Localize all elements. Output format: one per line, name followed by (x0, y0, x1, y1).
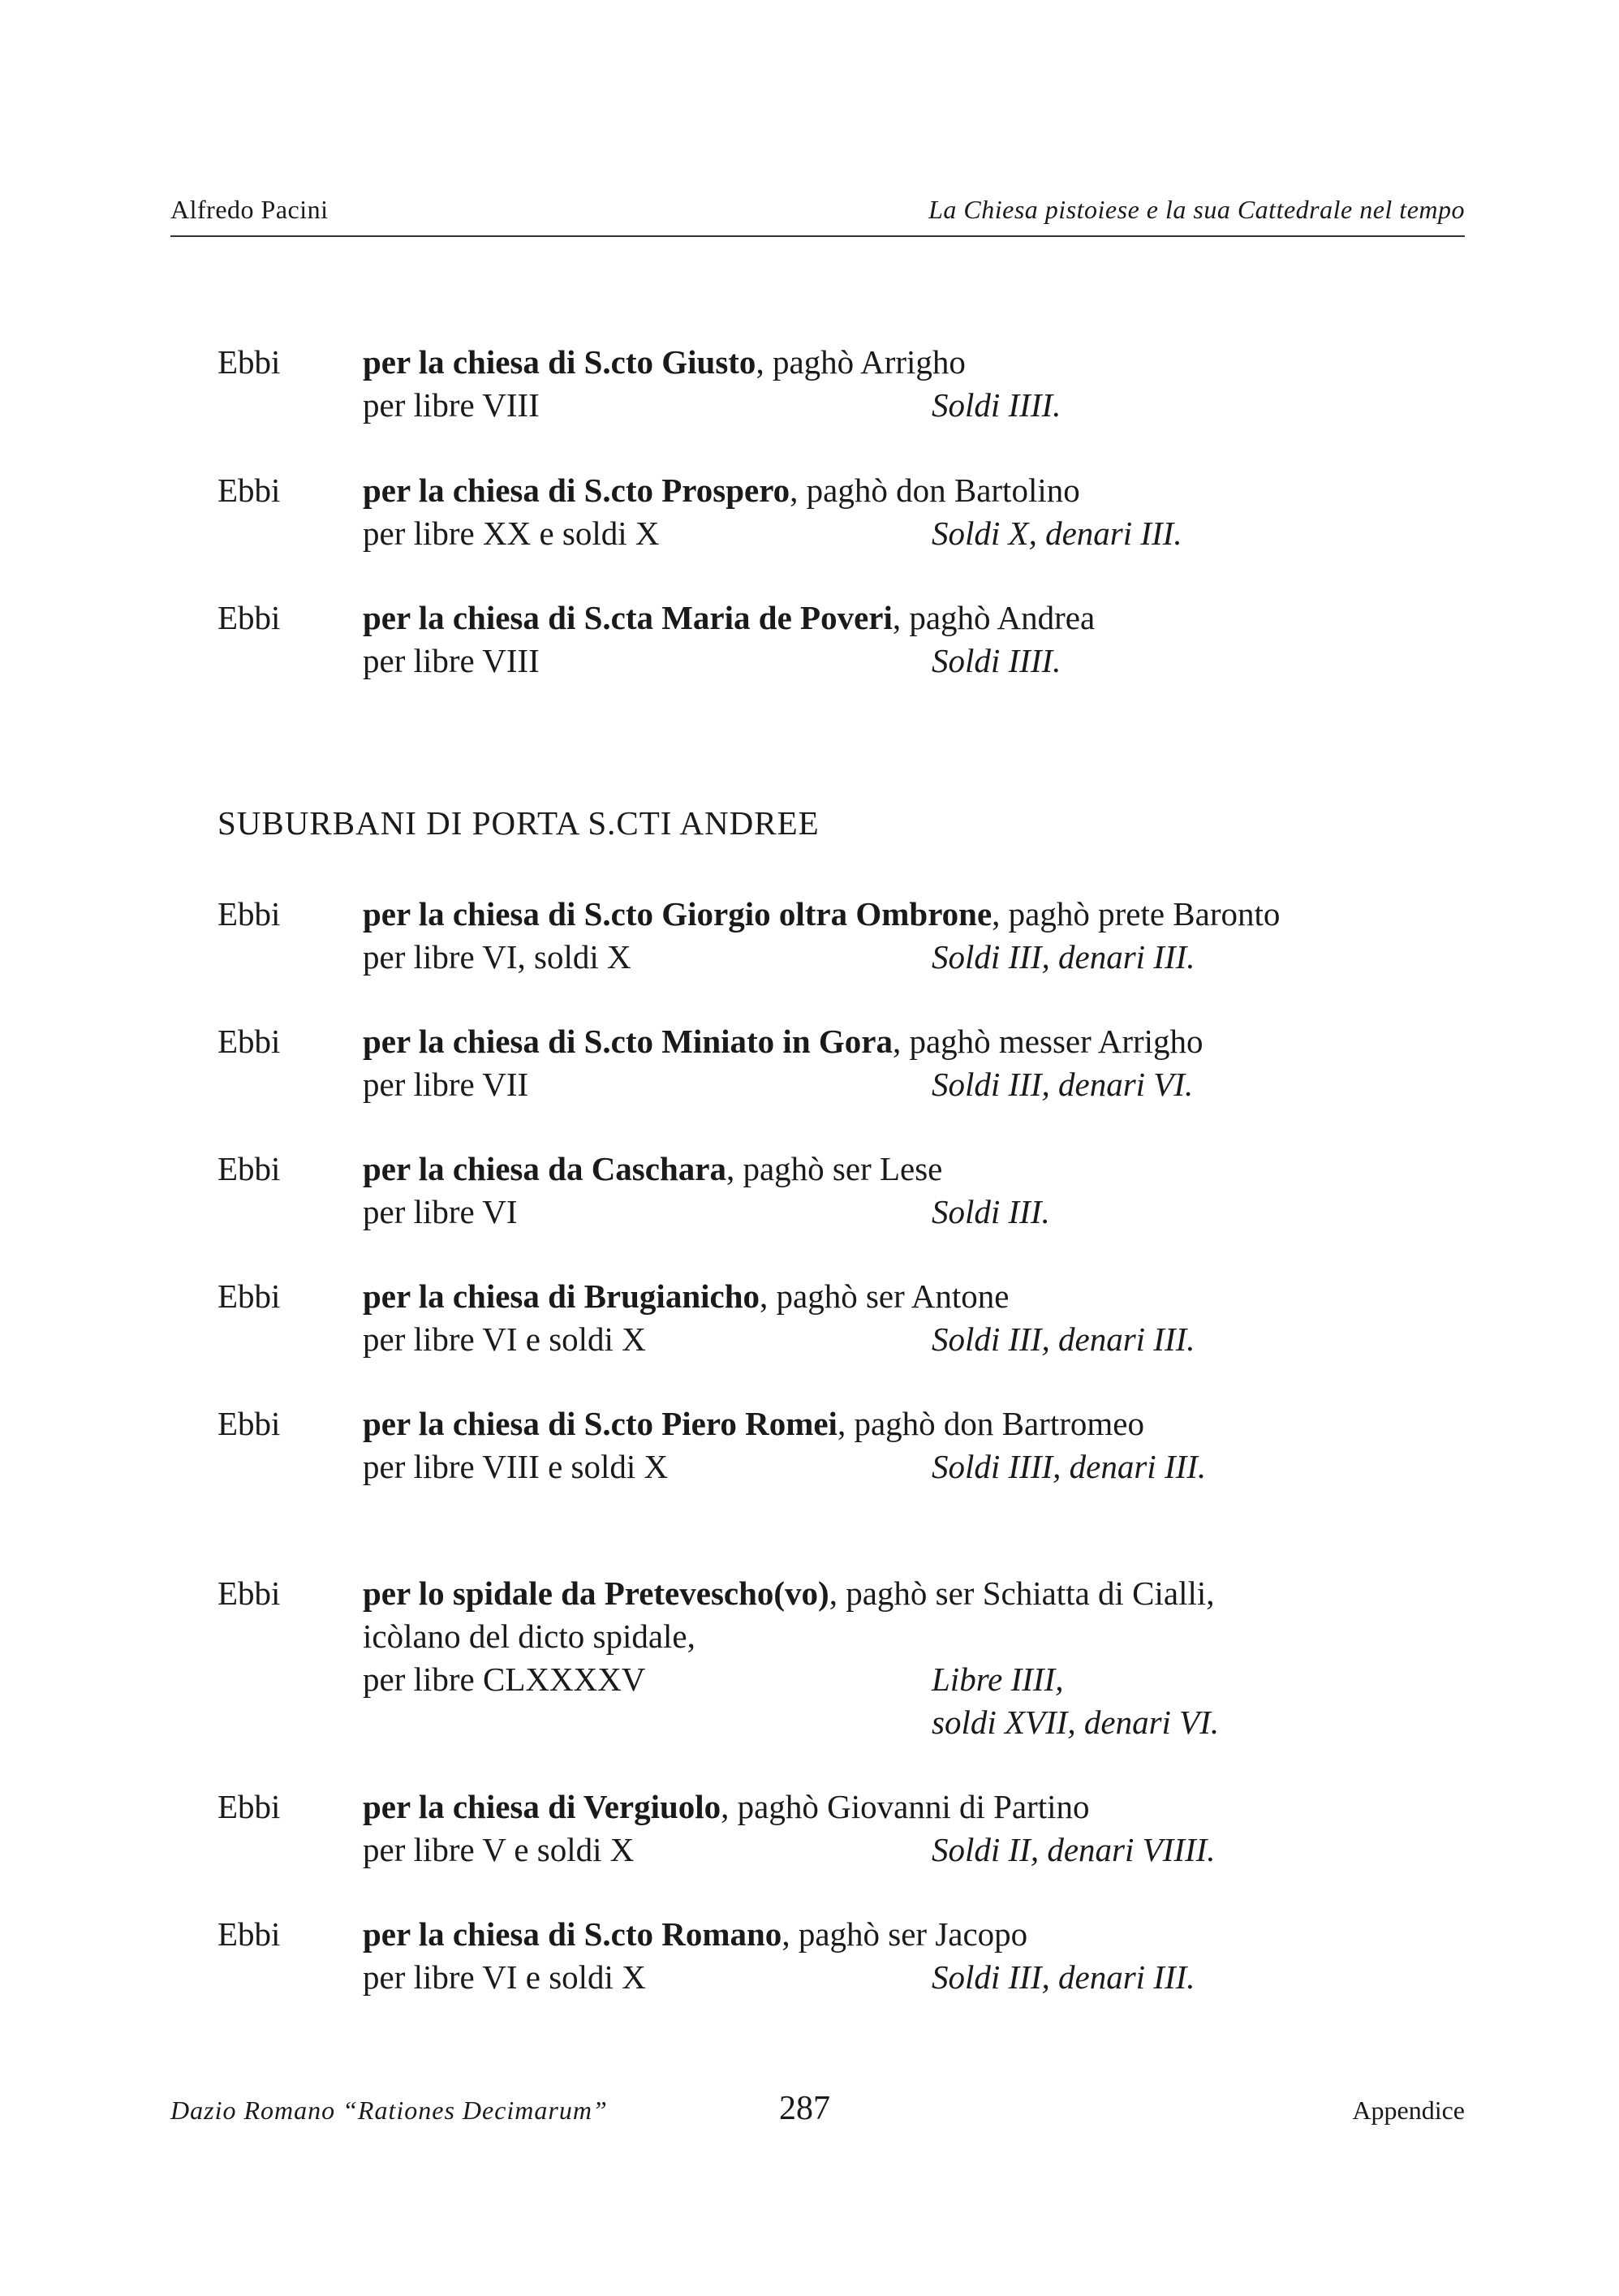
entry-amount: Soldi IIII, denari III. (932, 1448, 1207, 1485)
entry-description (363, 1148, 942, 1191)
entry-church: per la chiesa di S.cto Miniato in Gora (363, 1023, 893, 1060)
footer-source: Dazio Romano “Rationes Decimarum” (170, 2096, 608, 2125)
entry-church: per la chiesa di Vergiuolo (363, 1788, 721, 1825)
entry-keyword: Ebbi (217, 343, 281, 381)
entry-amount: Soldi IIII. (932, 386, 1061, 424)
entry-assessment: per libre VIII (363, 642, 540, 679)
entry-assessment: per libre VI e soldi X (363, 1320, 646, 1358)
header-author: Alfredo Pacini (170, 195, 329, 224)
entry-assessment: per libre VI (363, 1193, 518, 1230)
entry-church: per la chiesa da Caschara (363, 1150, 726, 1187)
entry-description (363, 469, 1080, 512)
entry-description (363, 1913, 1027, 1956)
entry-keyword: Ebbi (217, 1788, 281, 1825)
entry-description (363, 1786, 1090, 1829)
entry-payer: , paghò ser Antone (760, 1277, 1010, 1315)
entry-church: per la chiesa di S.cto Giusto (363, 343, 756, 381)
entry-description (363, 893, 1280, 936)
entry-amount: Soldi III. (932, 1193, 1050, 1230)
footer-section: Appendice (1352, 2096, 1465, 2125)
entry-church: per la chiesa di Brugianicho (363, 1277, 760, 1315)
entry-payer: , paghò ser Jacopo (782, 1915, 1028, 1953)
entry-payer: , paghò Giovanni di Partino (721, 1788, 1090, 1825)
entry-amount: Libre IIII, (932, 1661, 1064, 1698)
entry-church: per lo spidale da Pretevescho(vo) (363, 1574, 829, 1612)
entry-description (363, 1020, 1203, 1063)
entry-description (363, 597, 1095, 640)
entry-keyword: Ebbi (217, 1277, 281, 1315)
entry-description (363, 1402, 1144, 1445)
entry-amount: Soldi III, denari VI. (932, 1066, 1194, 1103)
entry-payer: , paghò Arrigho (756, 343, 966, 381)
entry-payer: , paghò messer Arrigho (892, 1023, 1203, 1060)
entry-church: per la chiesa di S.cta Maria de Poveri (363, 599, 893, 636)
entry-amount: Soldi III, denari III. (932, 1958, 1195, 1996)
section-title: SUBURBANI DI PORTA S.CTI ANDREE (217, 804, 820, 842)
entry-description (363, 1275, 1009, 1318)
entry-keyword: Ebbi (217, 1150, 281, 1187)
entry-amount: Soldi III, denari III. (932, 1320, 1195, 1358)
entry-amount: Soldi III, denari III. (932, 938, 1195, 976)
entry-payer: , paghò ser Schiatta di Cialli, (829, 1574, 1215, 1612)
entry-payer: , paghò don Bartolino (790, 472, 1080, 509)
entry-payer: , paghò ser Lese (726, 1150, 943, 1187)
entry-assessment: per libre VII (363, 1066, 529, 1103)
entry-church: per la chiesa di S.cto Piero Romei (363, 1405, 837, 1442)
page-number: 287 (779, 2090, 830, 2127)
entry-amount: Soldi II, denari VIIII. (932, 1831, 1216, 1868)
entry-note: icòlano del dicto spidale, (363, 1618, 695, 1655)
entry-keyword: Ebbi (217, 1574, 281, 1612)
entry-payer: , paghò prete Baronto (992, 895, 1281, 933)
entry-amount: Soldi X, denari III. (932, 515, 1182, 552)
entry-keyword: Ebbi (217, 1023, 281, 1060)
entry-payer: , paghò Andrea (892, 599, 1096, 636)
entry-keyword: Ebbi (217, 472, 281, 509)
entry-assessment: per libre VIII e soldi X (363, 1448, 669, 1485)
entry-assessment: per libre VI e soldi X (363, 1958, 646, 1996)
entry-church: per la chiesa di S.cto Romano (363, 1915, 782, 1953)
entry-payer: , paghò don Bartromeo (837, 1405, 1144, 1442)
entry-keyword: Ebbi (217, 1915, 281, 1953)
entry-assessment: per libre VIII (363, 386, 540, 424)
entry-keyword: Ebbi (217, 895, 281, 933)
entry-keyword: Ebbi (217, 599, 281, 636)
entry-church: per la chiesa di S.cto Giorgio oltra Ombrone (363, 895, 992, 933)
header-rule (170, 235, 1465, 237)
running-header (170, 195, 1465, 225)
running-footer (170, 2092, 1465, 2133)
header-title: La Chiesa pistoiese e la sua Cattedrale nel tempo (928, 195, 1465, 224)
entry-assessment: per libre VI, soldi X (363, 938, 631, 976)
entry-church: per la chiesa di S.cto Prospero (363, 472, 790, 509)
entry-amount: Soldi IIII. (932, 642, 1061, 679)
entry-assessment: per libre V e soldi X (363, 1831, 635, 1868)
entry-description (363, 1572, 1215, 1615)
entry-keyword: Ebbi (217, 1405, 281, 1442)
entry-amount-cont: soldi XVII, denari VI. (932, 1704, 1220, 1741)
entry-assessment: per libre XX e soldi X (363, 515, 660, 552)
entry-assessment: per libre CLXXXXV (363, 1661, 646, 1698)
entry-description (363, 341, 966, 384)
